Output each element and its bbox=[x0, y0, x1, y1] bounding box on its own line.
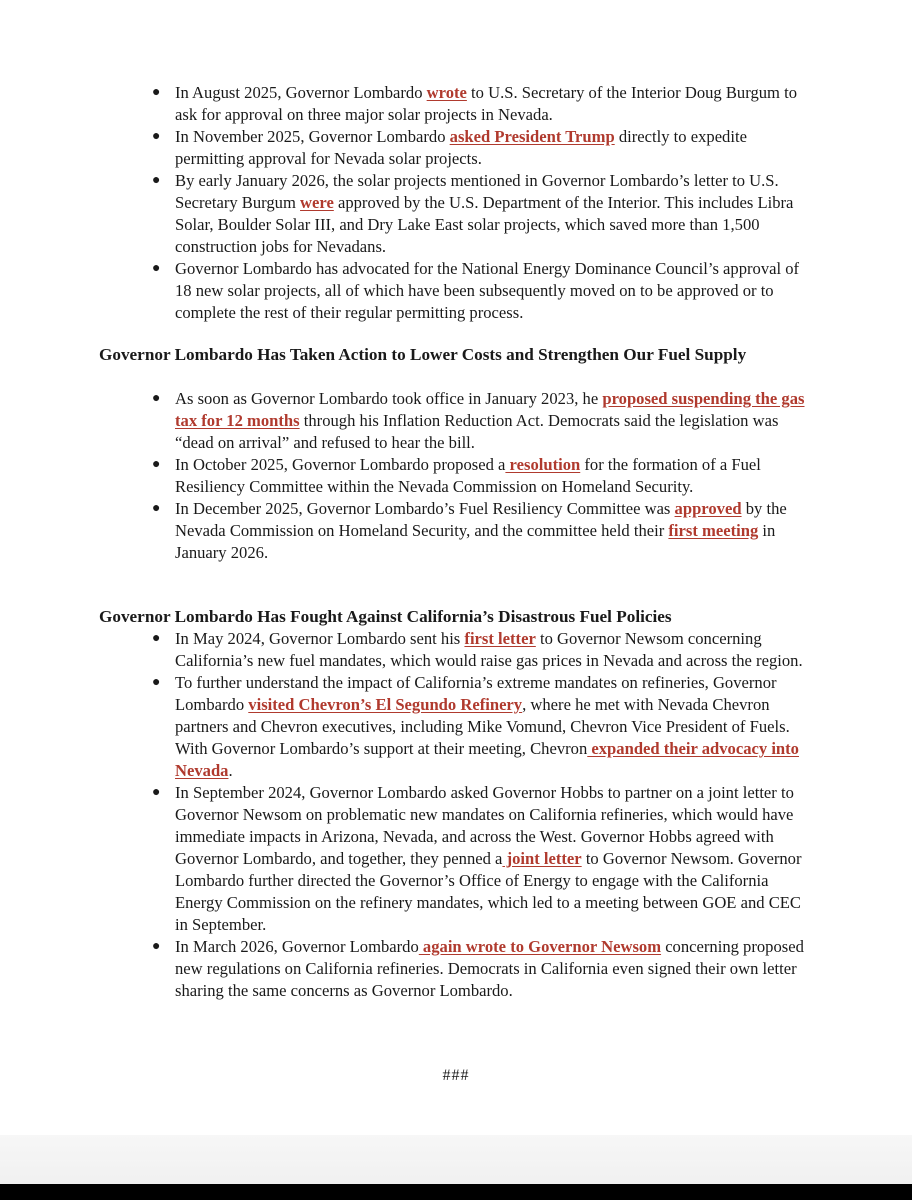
link-approved[interactable]: approved bbox=[674, 499, 742, 518]
link-resolution[interactable]: resolution bbox=[505, 455, 581, 474]
bullet-text: concerning proposed new regulations on California refineries. Democrats in California even signed their own letter sharing the same concerns as Governor Lombardo. bbox=[175, 937, 804, 1000]
bullet-text: for the formation of a Fuel Resiliency Committee within the Nevada Commission on Homeland Security. bbox=[175, 455, 761, 496]
bullet-icon: ● bbox=[152, 85, 161, 100]
list-item bbox=[152, 388, 815, 454]
link-visited-chevron-refinery[interactable]: visited Chevron’s El Segundo Refinery bbox=[248, 695, 523, 714]
bullet-icon: ● bbox=[152, 785, 161, 800]
link-were[interactable]: were bbox=[300, 193, 334, 212]
bullet-text: . bbox=[228, 761, 233, 780]
bullet-text: to Governor Newsom. Governor Lombardo further directed the Governor’s Office of Energy to engage with the California Energy Commission on the refinery mandates, which led to a meeting between GOE and CEC in September. bbox=[175, 849, 802, 934]
link-expanded-advocacy[interactable]: expanded their advocacy into Nevada bbox=[175, 739, 799, 780]
bullet-text: Governor Lombardo has advocated for the National Energy Dominance Council’s approval of 18 new solar projects, all of which have been subsequently moved on to be approved or to complete the rest of their regular permitting process. bbox=[175, 259, 800, 322]
bullet-icon: ● bbox=[152, 675, 161, 690]
screen-bottom-edge bbox=[0, 1184, 912, 1200]
link-proposed-suspending-gas-tax[interactable]: proposed suspending the gas tax for 12 months bbox=[175, 389, 805, 430]
bullet-icon: ● bbox=[152, 261, 161, 276]
bullet-icon: ● bbox=[152, 391, 161, 406]
link-first-meeting[interactable]: first meeting bbox=[668, 521, 759, 540]
list-item bbox=[152, 454, 815, 498]
california-bullet-list bbox=[152, 628, 815, 1002]
list-item bbox=[152, 498, 815, 564]
link-joint-letter[interactable]: joint letter bbox=[502, 849, 582, 868]
bullet-text: in January 2026. bbox=[175, 521, 776, 562]
list-item bbox=[152, 170, 815, 258]
bullet-text: to Governor Newsom concerning California’s new fuel mandates, which would raise gas prices in Nevada and across the region. bbox=[175, 629, 803, 670]
list-item bbox=[152, 672, 815, 782]
bullet-text: In October 2025, Governor Lombardo proposed a bbox=[175, 455, 506, 474]
bullet-text: to U.S. Secretary of the Interior Doug Burgum to ask for approval on three major solar projects in Nevada. bbox=[175, 83, 798, 124]
list-item bbox=[152, 82, 815, 126]
bullet-text: By early January 2026, the solar projects mentioned in Governor Lombardo’s letter to U.S. Secretary Burgum bbox=[175, 171, 779, 212]
bullet-icon: ● bbox=[152, 501, 161, 516]
bullet-icon: ● bbox=[152, 631, 161, 646]
bullet-text: To further understand the impact of California’s extreme mandates on refineries, Governor Lombardo bbox=[175, 673, 777, 714]
list-item bbox=[152, 628, 815, 672]
link-asked-president-trump[interactable]: asked President Trump bbox=[449, 127, 615, 146]
end-mark: ### bbox=[442, 1067, 470, 1084]
bullet-text: As soon as Governor Lombardo took office in January 2023, he bbox=[175, 389, 603, 408]
list-item bbox=[152, 782, 815, 936]
link-first-letter[interactable]: first letter bbox=[464, 629, 536, 648]
bullet-text: In August 2025, Governor Lombardo bbox=[175, 83, 427, 102]
section-heading-fuel: Governor Lombardo Has Taken Action to Lower Costs and Strengthen Our Fuel Supply bbox=[99, 345, 747, 364]
list-item bbox=[152, 126, 815, 170]
link-wrote[interactable]: wrote bbox=[426, 83, 467, 102]
list-item bbox=[152, 936, 815, 1002]
bullet-icon: ● bbox=[152, 457, 161, 472]
bullet-text: through his Inflation Reduction Act. Democrats said the legislation was “dead on arrival” and refused to hear the bill. bbox=[175, 411, 779, 452]
section-heading-california: Governor Lombardo Has Fought Against California’s Disastrous Fuel Policies bbox=[99, 607, 672, 626]
bullet-text: In September 2024, Governor Lombardo asked Governor Hobbs to partner on a joint letter to Governor Newsom on problematic new mandates on California refineries, which would have immediate impacts in Arizona, Nevada, and across the West. Governor Hobbs agreed with Governor Lombardo, and together, they penned a bbox=[175, 783, 794, 868]
link-again-wrote-newsom[interactable]: again wrote to Governor Newsom bbox=[418, 937, 662, 956]
solar-bullet-list bbox=[152, 82, 815, 324]
bullet-text: approved by the U.S. Department of the Interior. This includes Libra Solar, Boulder Solar III, and Dry Lake East solar projects, which saved more than 1,500 construction jobs for Nevadans. bbox=[175, 193, 794, 256]
bullet-text: In December 2025, Governor Lombardo’s Fuel Resiliency Committee was bbox=[175, 499, 675, 518]
bullet-text: In May 2024, Governor Lombardo sent his bbox=[175, 629, 465, 648]
bullet-text: by the Nevada Commission on Homeland Security, and the committee held their bbox=[175, 499, 787, 540]
fuel-bullet-list bbox=[152, 388, 815, 564]
bullet-icon: ● bbox=[152, 129, 161, 144]
bullet-text: In November 2025, Governor Lombardo bbox=[175, 127, 450, 146]
bullet-icon: ● bbox=[152, 173, 161, 188]
bullet-text: , where he met with Nevada Chevron partners and Chevron executives, including Mike Vomund, Chevron Vice President of Fuels. With Governor Lombardo’s support at their meeting, Chevron bbox=[175, 695, 790, 758]
bullet-icon: ● bbox=[152, 939, 161, 954]
bullet-text: directly to expedite permitting approval for Nevada solar projects. bbox=[175, 127, 747, 168]
bullet-text: In March 2026, Governor Lombardo bbox=[175, 937, 419, 956]
list-item bbox=[152, 258, 815, 324]
